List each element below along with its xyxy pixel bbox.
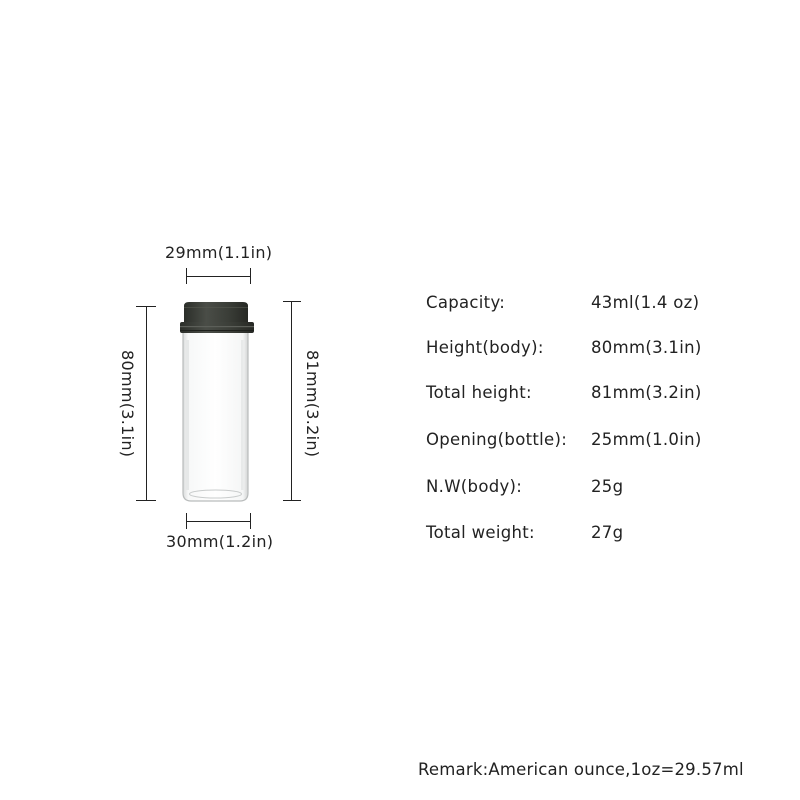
- body-width-line: [186, 521, 251, 522]
- body-width-label: 30mm(1.2in): [166, 532, 274, 551]
- spec-row-capacity: [426, 293, 766, 317]
- aluminium-screw-cap: [180, 302, 254, 333]
- spec-row-opening: [426, 430, 766, 454]
- spec-label: Total height:: [426, 383, 532, 402]
- spec-value: 80mm(3.1in): [591, 338, 702, 357]
- cap-width-label: 29mm(1.1in): [165, 243, 273, 262]
- spec-label: N.W(body):: [426, 477, 523, 496]
- spec-label: Total weight:: [426, 523, 535, 542]
- body-height-line: [146, 306, 147, 501]
- glass-bottle-illustration: [178, 300, 258, 505]
- spec-value: 27g: [591, 523, 624, 542]
- total-height-label: 81mm(3.2in): [303, 350, 322, 458]
- spec-label: Height(body):: [426, 338, 544, 357]
- cap-width-tick-left: [186, 268, 187, 284]
- total-height-tick-top: [283, 301, 301, 302]
- spec-value: 25g: [591, 477, 624, 496]
- spec-value: 81mm(3.2in): [591, 383, 702, 402]
- spec-row-height-body: [426, 338, 766, 362]
- spec-row-net-weight: [426, 477, 766, 501]
- body-height-tick-top: [136, 306, 156, 307]
- cap-width-line: [186, 276, 251, 277]
- spec-label: Capacity:: [426, 293, 506, 312]
- spec-value: 43ml(1.4 oz): [591, 293, 700, 312]
- total-height-line: [291, 301, 292, 501]
- remark-note: Remark:American ounce,1oz=29.57ml: [418, 760, 744, 779]
- bottle-body: [183, 330, 248, 501]
- body-height-tick-bottom: [136, 500, 156, 501]
- spec-row-total-weight: [426, 523, 766, 547]
- body-width-tick-right: [250, 513, 251, 529]
- spec-row-total-height: [426, 383, 766, 407]
- cap-width-tick-right: [250, 268, 251, 284]
- total-height-tick-bottom: [283, 500, 301, 501]
- spec-label: Opening(bottle):: [426, 430, 568, 449]
- spec-value: 25mm(1.0in): [591, 430, 702, 449]
- body-height-label: 80mm(3.1in): [118, 350, 137, 458]
- body-width-tick-left: [186, 513, 187, 529]
